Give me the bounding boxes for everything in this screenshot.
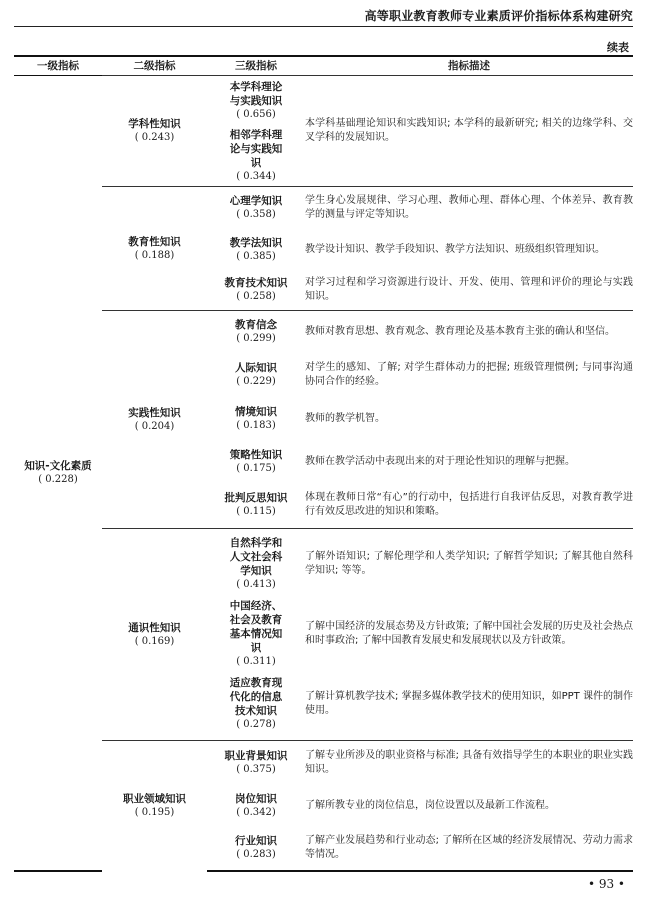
level3-name: 情境知识 [235, 405, 277, 418]
level3-weight: ( 0.413) [236, 578, 276, 590]
description-cell: 教师对教育思想、教育观念、教育理论及基本教育主张的确认和坚信。 [305, 311, 633, 353]
level2-weight: ( 0.169) [134, 635, 175, 647]
level2-name: 学科性知识 [128, 118, 181, 130]
level3-weight: ( 0.656) [236, 109, 276, 121]
level3-cell [207, 127, 305, 187]
description-cell: 对学习过程和学习资源进行设计、开发、使用、管理和评价的理论与实践知识。 [305, 277, 633, 303]
level3-name: 适应教育现代化的信息技术知识 [229, 677, 283, 718]
level2-cell [102, 529, 207, 741]
page-number: • 93 • [587, 877, 625, 891]
level3-cell [207, 741, 305, 785]
level2-weight: ( 0.195) [134, 806, 175, 818]
level3-weight: ( 0.115) [236, 506, 276, 518]
level3-name: 教育技术知识 [224, 277, 288, 290]
level3-cell [207, 785, 305, 827]
description-cell: 了解中国经济的发展态势及方针政策; 了解中国社会发展的历史及社会热点和时事政治; 了解中国教育发展史和发展现状以及方针政策。 [305, 620, 633, 646]
running-title: 高等职业教育教师专业素质评价指标体系构建研究 [364, 9, 633, 23]
level3-weight: ( 0.278) [236, 719, 276, 731]
description-cell: 了解所教专业的岗位信息，岗位设置以及最新工作流程。 [305, 799, 555, 811]
level3-cell [207, 529, 305, 599]
description-cell: 教学设计知识、教学手段知识、教学方法知识、班级组织管理知识。 [305, 243, 605, 255]
table-row [14, 187, 633, 229]
table-row [14, 311, 633, 353]
level3-weight: ( 0.344) [236, 171, 276, 183]
level3-weight: ( 0.311) [236, 655, 276, 667]
level3-cell [207, 827, 305, 871]
header-rule [14, 26, 633, 27]
level1-name: 知识-文化素质 [24, 459, 92, 472]
column-header: 二级指标 [133, 60, 176, 72]
description-cell: 学生身心发展规律、学习心理、教师心理、群体心理、个体差异、教育教学的测量与评定等知识。 [305, 187, 633, 229]
level3-weight: ( 0.183) [236, 419, 276, 431]
column-header: 一级指标 [37, 60, 79, 72]
level3-name: 策略性知识 [229, 448, 283, 461]
level2-weight: ( 0.188) [134, 249, 175, 261]
level3-cell [207, 353, 305, 397]
level3-weight: ( 0.258) [236, 291, 276, 303]
level3-name: 教学法知识 [229, 236, 283, 249]
level3-cell [207, 599, 305, 669]
level3-name: 心理学知识 [229, 194, 283, 207]
table-row [14, 741, 633, 785]
level3-cell [207, 76, 305, 127]
level3-weight: ( 0.175) [236, 462, 276, 474]
level2-name: 通识性知识 [128, 621, 181, 634]
indicator-table [14, 55, 633, 872]
level2-cell [102, 187, 207, 311]
description-cell: 教师在教学活动中表现出来的对于理论性知识的理解与把握。 [305, 455, 575, 467]
level3-cell [207, 483, 305, 529]
column-header: 指标描述 [448, 60, 490, 72]
description-cell: 了解专业所涉及的职业资格与标准; 具备有效指导学生的本职业的职业实践知识。 [305, 741, 633, 785]
continued-label: 续表 [607, 41, 629, 54]
level3-cell [207, 187, 305, 229]
level3-name: 相邻学科理论与实践知识 [229, 129, 283, 170]
level3-cell [207, 229, 305, 271]
description-cell: 了解外语知识; 了解伦理学和人类学知识; 了解哲学知识; 了解其他自然科学知识; 等等。 [305, 529, 633, 599]
level3-weight: ( 0.342) [236, 806, 276, 818]
level3-name: 职业背景知识 [224, 749, 288, 762]
description-cell: 体现在教师日常“有心”的行动中，包括进行自我评估反思，对教育教学进行有效反思改进的知识和策略。 [305, 492, 633, 518]
level2-name: 实践性知识 [128, 406, 181, 419]
level3-weight: ( 0.299) [236, 332, 276, 344]
level1-weight: ( 0.228) [38, 473, 78, 485]
description-cell: 了解产业发展趋势和行业动态; 了解所在区域的经济发展情况、劳动力需求等情况。 [305, 827, 633, 871]
level3-cell [207, 397, 305, 441]
column-header: 三级指标 [235, 60, 277, 72]
level2-weight: ( 0.243) [134, 132, 175, 143]
level3-name: 人际知识 [235, 361, 277, 374]
level3-cell [207, 271, 305, 311]
table-row [14, 76, 633, 127]
level1-cell [14, 76, 102, 871]
description-cell: 本学科基础理论知识和实践知识; 本学科的最新研究; 相关的边缘学科、交叉学科的发展知识。 [305, 76, 633, 187]
level2-cell [102, 76, 207, 187]
level2-cell [102, 741, 207, 871]
level3-cell [207, 669, 305, 741]
level3-cell [207, 441, 305, 483]
table-header-row [14, 56, 633, 76]
level2-name: 职业领域知识 [123, 792, 186, 805]
level2-cell [102, 311, 207, 529]
level3-name: 自然科学和人文社会科学知识 [229, 536, 283, 577]
level3-name: 本学科理论与实践知识 [229, 81, 283, 108]
level3-cell [207, 311, 305, 353]
level3-name: 中国经济、社会及教育基本情况知识 [229, 599, 283, 654]
level3-weight: ( 0.385) [236, 250, 276, 262]
description-cell: 了解计算机教学技术; 掌握多媒体教学技术的使用知识，如PPT 课件的制作使用。 [305, 691, 633, 717]
level2-weight: ( 0.204) [134, 420, 175, 432]
description-cell: 对学生的感知、了解; 对学生群体动力的把握; 班级管理惯例; 与同事沟通协同合作的经验。 [305, 361, 633, 387]
level3-name: 教育信念 [235, 318, 277, 331]
description-cell: 教师的教学机智。 [305, 412, 385, 424]
level3-name: 批判反思知识 [224, 492, 288, 505]
level2-name: 教育性知识 [128, 235, 181, 248]
level3-name: 岗位知识 [235, 792, 277, 805]
level3-weight: ( 0.358) [236, 208, 276, 220]
level3-weight: ( 0.283) [236, 849, 276, 860]
table-row [14, 529, 633, 599]
level3-name: 行业知识 [235, 835, 277, 847]
level3-weight: ( 0.375) [236, 763, 276, 775]
level3-weight: ( 0.229) [236, 375, 276, 387]
